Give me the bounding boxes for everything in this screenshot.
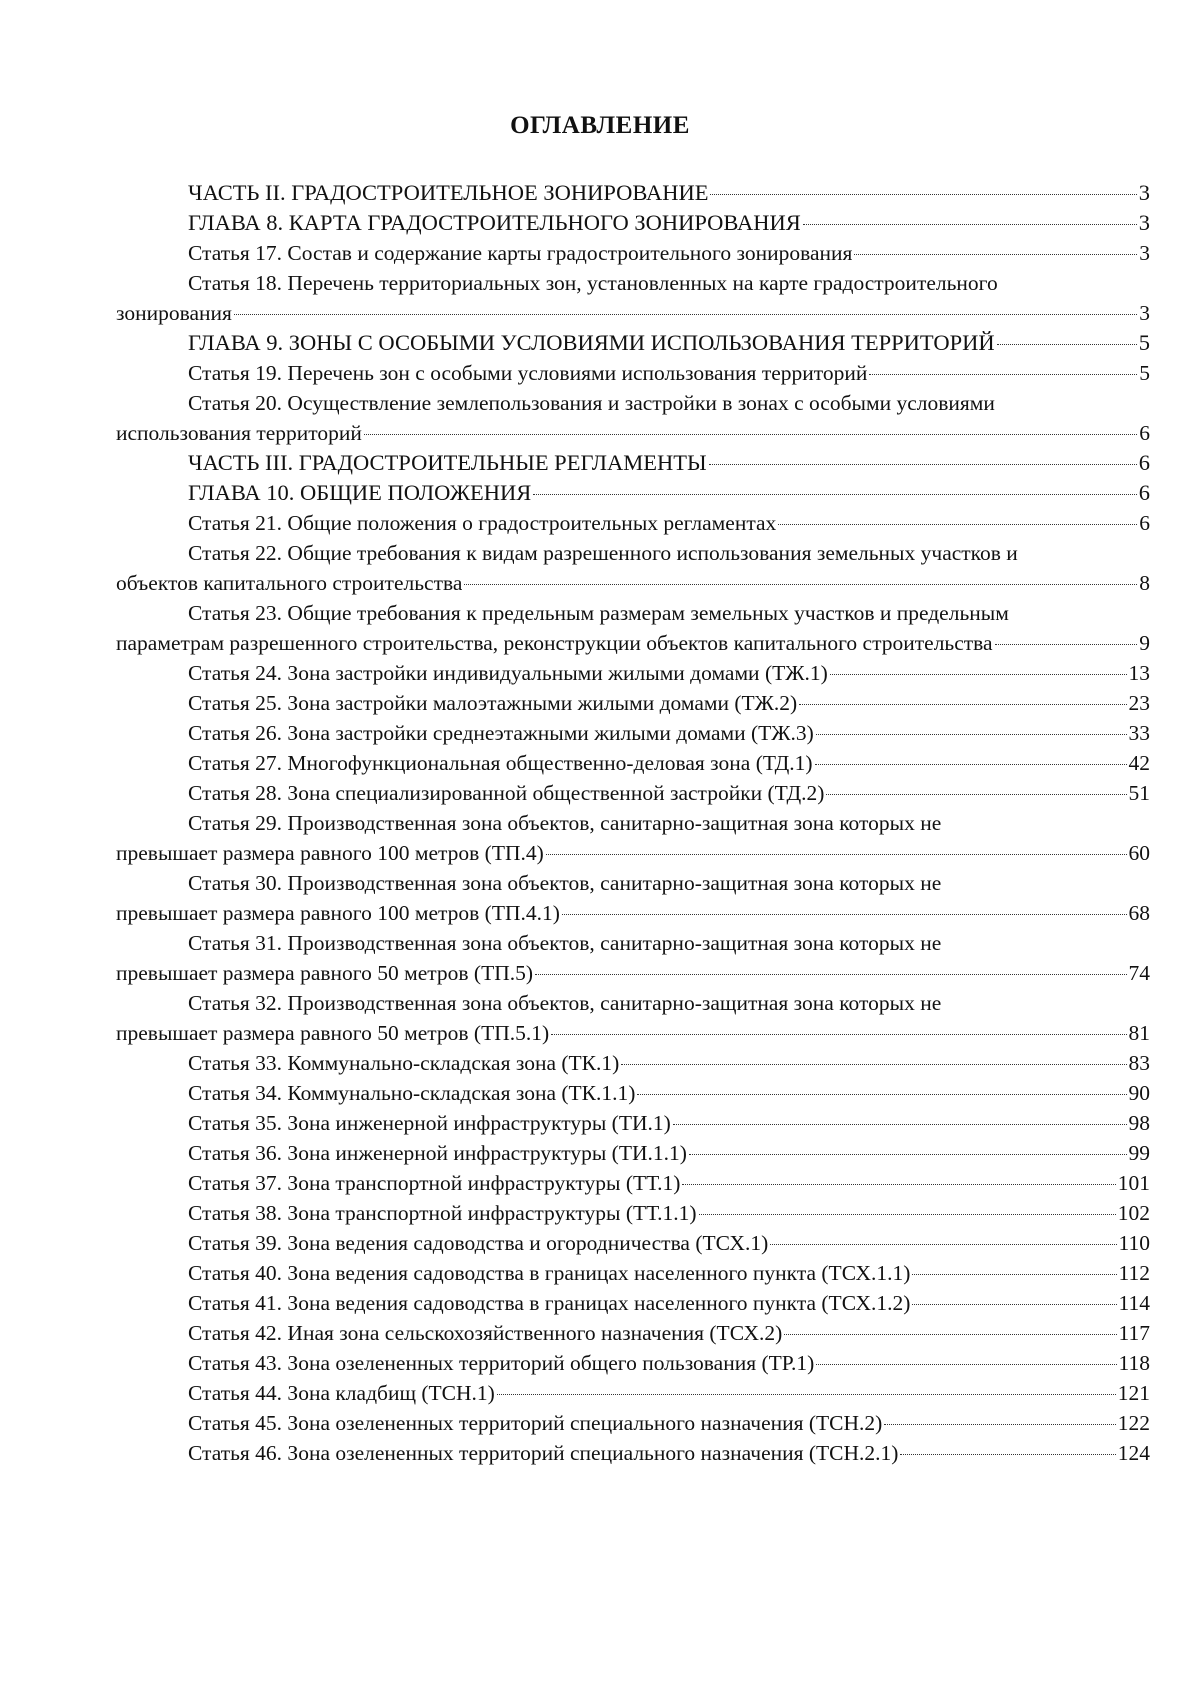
toc-page-number: 6 xyxy=(1138,450,1150,475)
toc-entry[interactable] xyxy=(116,208,1150,238)
dot-leader xyxy=(497,1394,1116,1395)
toc-entry-line xyxy=(116,838,1150,868)
toc-entry[interactable] xyxy=(116,778,1150,808)
toc-entry-text: зонирования xyxy=(116,301,232,325)
toc-entry-text-first-line: Статья 22. Общие требования к видам разрешенного использования земельных участков и xyxy=(188,541,1018,565)
dot-leader xyxy=(709,464,1137,465)
toc-entry[interactable] xyxy=(116,1258,1150,1288)
toc-entry-text: превышает размера равного 50 метров (ТП.5) xyxy=(116,961,534,985)
toc-entry-line xyxy=(116,718,1150,748)
toc-entry-text: Статья 27. Многофункциональная общественно-деловая зона (ТД.1) xyxy=(188,751,813,775)
dot-leader xyxy=(689,1154,1127,1155)
toc-entry-line xyxy=(116,418,1150,448)
toc-entry[interactable] xyxy=(116,508,1150,538)
toc-entry-line xyxy=(116,1198,1150,1228)
toc-entry-text: использования территорий xyxy=(116,421,362,445)
toc-entry[interactable] xyxy=(116,1288,1150,1318)
toc-entry-line xyxy=(116,568,1150,598)
toc-page-number: 68 xyxy=(1128,901,1150,925)
toc-entry-text: параметрам разрешенного строительства, реконструкции объектов капитального строительства xyxy=(116,631,993,655)
toc-page-number: 83 xyxy=(1128,1051,1150,1075)
toc-entry-text: Статья 19. Перечень зон с особыми условиями использования территорий xyxy=(188,361,868,385)
toc-entry-text: Статья 24. Зона застройки индивидуальными жилыми домами (ТЖ.1) xyxy=(188,661,828,685)
toc-page-number: 114 xyxy=(1118,1291,1150,1315)
toc-entry-text: Статья 25. Зона застройки малоэтажными жилыми домами (ТЖ.2) xyxy=(188,691,798,715)
toc-entry-line xyxy=(116,328,1150,358)
toc-entry-text: Статья 21. Общие положения о градостроительных регламентах xyxy=(188,511,777,535)
toc-page-number: 122 xyxy=(1117,1411,1150,1435)
toc-page-number: 3 xyxy=(1138,210,1150,235)
toc-entry-text: Статья 43. Зона озелененных территорий общего пользования (ТР.1) xyxy=(188,1351,815,1375)
toc-page-number: 101 xyxy=(1117,1171,1150,1195)
toc-entry[interactable] xyxy=(116,1378,1150,1408)
toc-entry-text: Статья 33. Коммунально-складская зона (ТК.1) xyxy=(188,1051,620,1075)
dot-leader xyxy=(770,1244,1116,1245)
toc-page-number: 6 xyxy=(1139,511,1150,535)
toc-entry[interactable] xyxy=(116,1138,1150,1168)
toc-page-number: 60 xyxy=(1128,841,1150,865)
toc-page-number: 5 xyxy=(1139,361,1150,385)
toc-entry-text: объектов капитального строительства xyxy=(116,571,463,595)
toc-entry[interactable] xyxy=(116,1408,1150,1438)
toc-entry-line xyxy=(116,778,1150,808)
toc-page-number: 99 xyxy=(1128,1141,1150,1165)
toc-entry-text: Статья 45. Зона озелененных территорий специального назначения (ТСН.2) xyxy=(188,1411,883,1435)
toc-page-number: 118 xyxy=(1118,1351,1150,1375)
toc-entry-line xyxy=(116,208,1150,238)
toc-entry-text: Статья 38. Зона транспортной инфраструктуры (ТТ.1.1) xyxy=(188,1201,697,1225)
table-of-contents xyxy=(116,178,1150,1468)
toc-entry[interactable] xyxy=(116,688,1150,718)
toc-entry-text: Статья 34. Коммунально-складская зона (ТК.1.1) xyxy=(188,1081,636,1105)
dot-leader xyxy=(546,854,1127,855)
toc-entry[interactable] xyxy=(116,328,1150,358)
toc-entry[interactable] xyxy=(116,1198,1150,1228)
toc-entry-text: Статья 41. Зона ведения садоводства в границах населенного пункта (ТСХ.1.2) xyxy=(188,1291,911,1315)
dot-leader xyxy=(682,1184,1115,1185)
toc-entry-line xyxy=(116,238,1150,268)
dot-leader xyxy=(551,1034,1126,1035)
toc-page-number: 23 xyxy=(1128,691,1150,715)
toc-page-number: 90 xyxy=(1128,1081,1150,1105)
toc-entry-text: Статья 40. Зона ведения садоводства в границах населенного пункта (ТСХ.1.1) xyxy=(188,1261,911,1285)
dot-leader xyxy=(778,524,1137,525)
toc-entry[interactable] xyxy=(116,1438,1150,1468)
toc-entry[interactable] xyxy=(116,808,1150,868)
toc-page-number: 42 xyxy=(1128,751,1150,775)
dot-leader xyxy=(464,584,1137,585)
toc-entry[interactable] xyxy=(116,478,1150,508)
toc-page-number: 6 xyxy=(1138,480,1150,505)
toc-entry-line xyxy=(116,1408,1150,1438)
dot-leader xyxy=(533,494,1136,495)
toc-entry[interactable] xyxy=(116,538,1150,598)
toc-entry-line xyxy=(116,1318,1150,1348)
toc-entry[interactable] xyxy=(116,928,1150,988)
toc-page-number: 13 xyxy=(1128,661,1150,685)
toc-entry-text-first-line: Статья 32. Производственная зона объектов, санитарно-защитная зона которых не xyxy=(188,991,942,1015)
dot-leader xyxy=(621,1064,1126,1065)
toc-page-number: 117 xyxy=(1118,1321,1150,1345)
toc-page-number: 33 xyxy=(1128,721,1150,745)
toc-entry-line xyxy=(116,1438,1150,1468)
toc-entry-line xyxy=(116,1258,1150,1288)
toc-entry[interactable] xyxy=(116,598,1150,658)
toc-entry[interactable] xyxy=(116,868,1150,928)
dot-leader xyxy=(997,344,1137,345)
toc-entry-text-first-line: Статья 30. Производственная зона объектов, санитарно-защитная зона которых не xyxy=(188,871,942,895)
toc-entry-text-first-line: Статья 18. Перечень территориальных зон, установленных на карте градостроительного xyxy=(188,271,998,295)
toc-entry-text: Статья 42. Иная зона сельскохозяйственного назначения (ТСХ.2) xyxy=(188,1321,783,1345)
toc-entry-line xyxy=(116,448,1150,478)
dot-leader xyxy=(562,914,1127,915)
toc-page-number: 121 xyxy=(1117,1381,1150,1405)
dot-leader xyxy=(710,194,1136,195)
toc-page-number: 6 xyxy=(1139,421,1150,445)
toc-entry-text: ГЛАВА 8. КАРТА ГРАДОСТРОИТЕЛЬНОГО ЗОНИРОВАНИЯ xyxy=(188,210,801,235)
toc-entry-line xyxy=(116,1348,1150,1378)
dot-leader xyxy=(816,1364,1116,1365)
toc-entry-text: превышает размера равного 50 метров (ТП.5.1) xyxy=(116,1021,550,1045)
toc-page-number: 3 xyxy=(1139,301,1150,325)
toc-entry-line xyxy=(116,1138,1150,1168)
toc-entry-line xyxy=(116,688,1150,718)
toc-entry[interactable] xyxy=(116,1228,1150,1258)
toc-entry-line xyxy=(116,958,1150,988)
dot-leader xyxy=(364,434,1137,435)
toc-entry-text: ГЛАВА 9. ЗОНЫ С ОСОБЫМИ УСЛОВИЯМИ ИСПОЛЬЗОВАНИЯ ТЕРРИТОРИЙ xyxy=(188,330,995,355)
toc-entry-text: Статья 39. Зона ведения садоводства и огородничества (ТСХ.1) xyxy=(188,1231,769,1255)
toc-entry-text-first-line: Статья 31. Производственная зона объектов, санитарно-защитная зона которых не xyxy=(188,931,942,955)
toc-entry-line xyxy=(116,1228,1150,1258)
toc-entry[interactable] xyxy=(116,388,1150,448)
toc-entry[interactable] xyxy=(116,748,1150,778)
toc-entry-text: Статья 46. Зона озелененных территорий специального назначения (ТСН.2.1) xyxy=(188,1441,899,1465)
toc-entry[interactable] xyxy=(116,1318,1150,1348)
dot-leader xyxy=(784,1334,1116,1335)
toc-entry-line xyxy=(116,508,1150,538)
toc-entry-text: Статья 28. Зона специализированной общественной застройки (ТД.2) xyxy=(188,781,825,805)
toc-entry-line xyxy=(116,358,1150,388)
toc-entry-line xyxy=(116,748,1150,778)
dot-leader xyxy=(900,1454,1115,1455)
toc-page-number: 124 xyxy=(1117,1441,1150,1465)
toc-entry-text: Статья 36. Зона инженерной инфраструктуры (ТИ.1.1) xyxy=(188,1141,687,1165)
dot-leader xyxy=(884,1424,1115,1425)
dot-leader xyxy=(854,254,1137,255)
toc-entry-line xyxy=(116,298,1150,328)
toc-entry-text-first-line: Статья 23. Общие требования к предельным размерам земельных участков и предельным xyxy=(188,601,1009,625)
toc-entry-text: Статья 44. Зона кладбищ (ТСН.1) xyxy=(188,1381,495,1405)
dot-leader xyxy=(673,1124,1127,1125)
toc-entry-line xyxy=(116,658,1150,688)
toc-entry[interactable] xyxy=(116,238,1150,268)
dot-leader xyxy=(699,1214,1116,1215)
dot-leader xyxy=(826,794,1126,795)
toc-entry[interactable] xyxy=(116,988,1150,1048)
dot-leader xyxy=(912,1304,1116,1305)
toc-entry-line xyxy=(116,478,1150,508)
toc-entry[interactable] xyxy=(116,1108,1150,1138)
toc-entry-text: превышает размера равного 100 метров (ТП.4.1) xyxy=(116,901,560,925)
toc-entry-line xyxy=(116,1168,1150,1198)
toc-entry-text: ЧАСТЬ III. ГРАДОСТРОИТЕЛЬНЫЕ РЕГЛАМЕНТЫ xyxy=(188,450,707,475)
dot-leader xyxy=(234,314,1137,315)
toc-entry[interactable] xyxy=(116,178,1150,208)
toc-page-number: 98 xyxy=(1128,1111,1150,1135)
toc-entry-text: ГЛАВА 10. ОБЩИЕ ПОЛОЖЕНИЯ xyxy=(188,480,532,505)
dot-leader xyxy=(637,1094,1126,1095)
dot-leader xyxy=(803,224,1137,225)
toc-entry-line xyxy=(116,1288,1150,1318)
dot-leader xyxy=(815,764,1127,765)
dot-leader xyxy=(869,374,1137,375)
toc-page-number: 110 xyxy=(1118,1231,1150,1255)
toc-entry-text: превышает размера равного 100 метров (ТП.4) xyxy=(116,841,544,865)
toc-entry[interactable] xyxy=(116,658,1150,688)
toc-entry-text: Статья 37. Зона транспортной инфраструктуры (ТТ.1) xyxy=(188,1171,681,1195)
dot-leader xyxy=(799,704,1126,705)
toc-page-number: 3 xyxy=(1139,241,1150,265)
toc-entry-line xyxy=(116,1078,1150,1108)
toc-page-number: 74 xyxy=(1128,961,1150,985)
toc-page-number: 3 xyxy=(1138,180,1150,205)
toc-page-number: 102 xyxy=(1117,1201,1150,1225)
toc-entry-line xyxy=(116,1018,1150,1048)
toc-page-number: 81 xyxy=(1128,1021,1150,1045)
toc-entry-text: ЧАСТЬ II. ГРАДОСТРОИТЕЛЬНОЕ ЗОНИРОВАНИЕ xyxy=(188,180,709,205)
toc-entry[interactable] xyxy=(116,1168,1150,1198)
toc-entry-line xyxy=(116,898,1150,928)
toc-entry-text-first-line: Статья 29. Производственная зона объектов, санитарно-защитная зона которых не xyxy=(188,811,942,835)
toc-entry-line xyxy=(116,178,1150,208)
toc-entry-line xyxy=(116,628,1150,658)
toc-entry[interactable] xyxy=(116,358,1150,388)
dot-leader xyxy=(912,1274,1116,1275)
toc-entry-text: Статья 17. Состав и содержание карты градостроительного зонирования xyxy=(188,241,853,265)
toc-entry-text-first-line: Статья 20. Осуществление землепользования и застройки в зонах с особыми условиями xyxy=(188,391,995,415)
toc-page-number: 5 xyxy=(1138,330,1150,355)
toc-page-number: 112 xyxy=(1118,1261,1150,1285)
toc-entry[interactable] xyxy=(116,1348,1150,1378)
toc-page-number: 9 xyxy=(1139,631,1150,655)
toc-entry[interactable] xyxy=(116,448,1150,478)
dot-leader xyxy=(816,734,1127,735)
toc-entry-text: Статья 26. Зона застройки среднеэтажными жилыми домами (ТЖ.3) xyxy=(188,721,814,745)
dot-leader xyxy=(535,974,1126,975)
dot-leader xyxy=(830,674,1127,675)
page-title: ОГЛАВЛЕНИЕ xyxy=(510,112,690,139)
toc-page-number: 51 xyxy=(1128,781,1150,805)
toc-entry-line xyxy=(116,1108,1150,1138)
toc-entry[interactable] xyxy=(116,1078,1150,1108)
toc-entry-text: Статья 35. Зона инженерной инфраструктуры (ТИ.1) xyxy=(188,1111,671,1135)
toc-entry-line xyxy=(116,1048,1150,1078)
toc-page-number: 8 xyxy=(1139,571,1150,595)
toc-entry[interactable] xyxy=(116,268,1150,328)
toc-entry[interactable] xyxy=(116,718,1150,748)
toc-entry-line xyxy=(116,1378,1150,1408)
toc-entry[interactable] xyxy=(116,1048,1150,1078)
dot-leader xyxy=(995,644,1138,645)
